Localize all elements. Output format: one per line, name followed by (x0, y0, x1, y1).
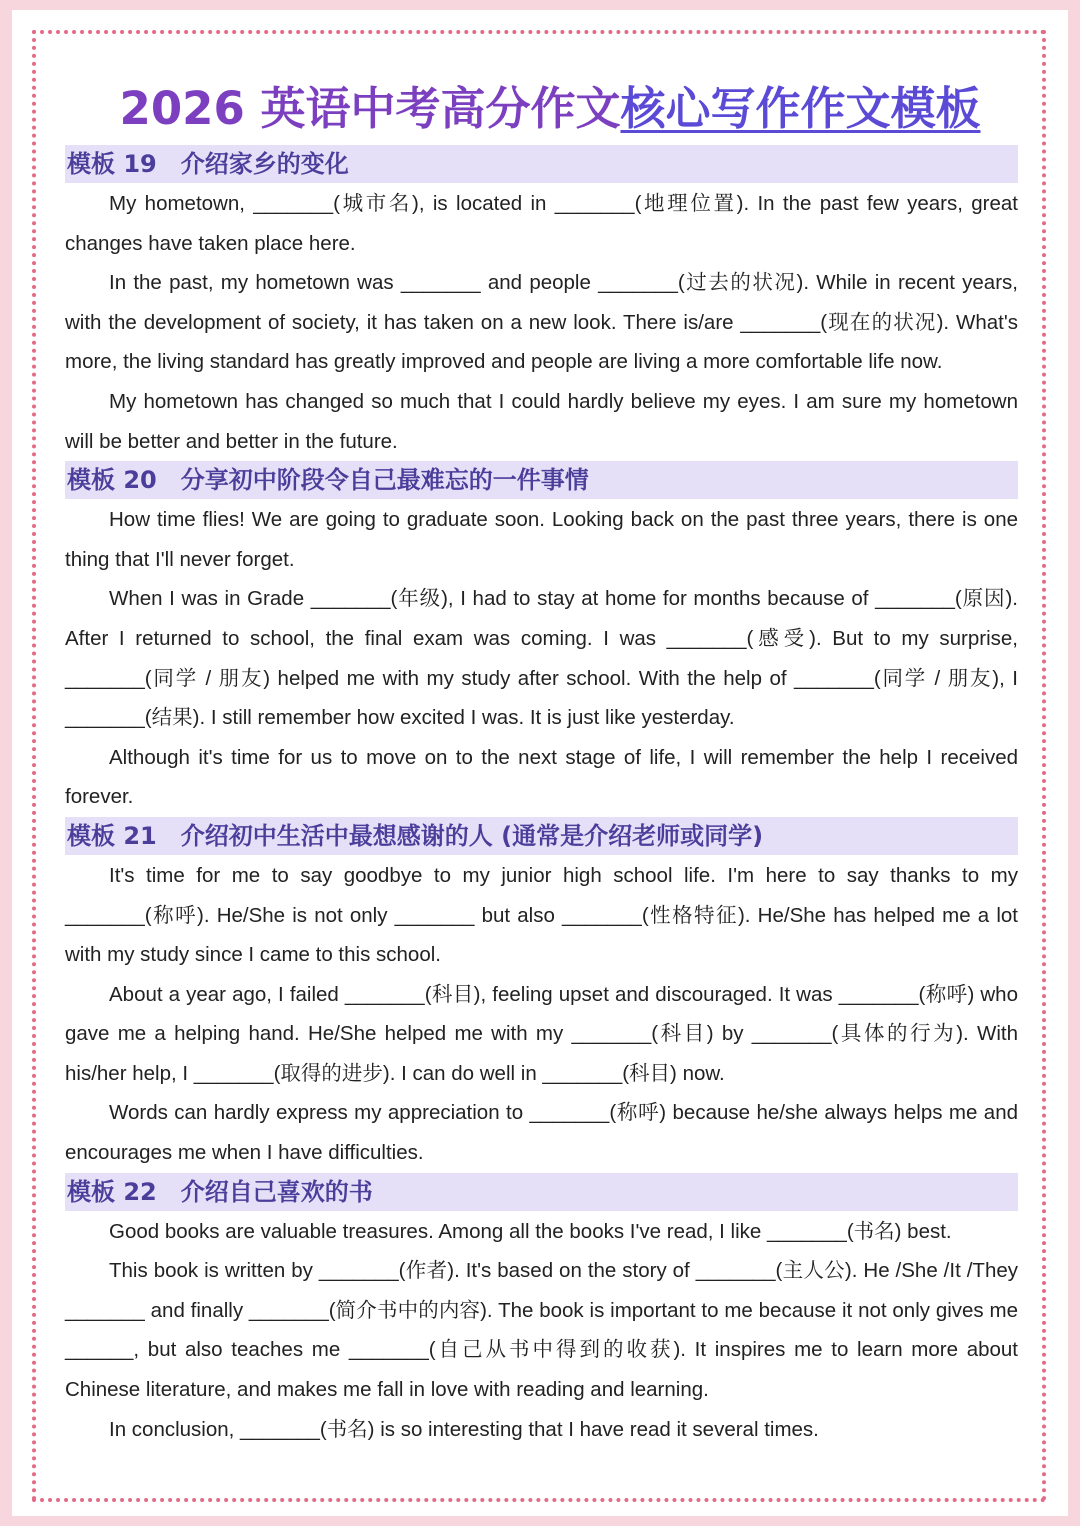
template-section-19 (65, 145, 1018, 461)
template-section-20 (65, 461, 1018, 817)
content (65, 145, 1018, 1449)
page (12, 10, 1068, 1516)
title-part-1: 2026 英语中考高分作文 (119, 82, 621, 135)
paragraph: My hometown, _______(城市名), is located in _______(地理位置). In the past few years, great changes have taken place here. (65, 192, 1018, 255)
paragraph: How time flies! We are going to graduate soon. Looking back on the past three years, there is one thing that I'll never forget. (65, 508, 1018, 571)
paragraph: Although it's time for us to move on to the next stage of life, I will remember the help I received forever. (65, 745, 1018, 809)
paragraph: This book is written by _______(作者). It's based on the story of _______(主人公). He /She /It /They _______ and finally _______(简介书中的内容). The book is important to me because it not only gives me ______, but also teaches me _______(自己从书中得到的收获). It inspires me to learn more about Chinese literature, and makes me fall in love with reading and learning. (65, 1259, 1018, 1402)
section-heading: 模板 22 介绍自己喜欢的书 (65, 1173, 1018, 1211)
page-title (32, 72, 1068, 137)
section-heading: 模板 21 介绍初中生活中最想感谢的人 (通常是介绍老师或同学) (65, 817, 1018, 855)
paragraph: It's time for me to say goodbye to my junior high school life. I'm here to say thanks to my _______(称呼). He/She is not only _______ but also _______(性格特征). He/She has helped me a lot with my study since I came to this school. (65, 863, 1018, 967)
paragraph: My hometown has changed so much that I could hardly believe my eyes. I am sure my hometown will be better and better in the future. (65, 389, 1018, 453)
title-part-2: 核心写作作文模板 (620, 82, 981, 135)
paragraph: Good books are valuable treasures. Among all the books I've read, I like _______(书名) best. (109, 1219, 952, 1243)
section-heading: 模板 19 介绍家乡的变化 (65, 145, 1018, 183)
paragraph: In the past, my hometown was _______ and people _______(过去的状况). While in recent years, with the development of society, it has taken on a new look. There is/are _______(现在的状况). What's more, the living standard has greatly improved and people are living a more comfortable life now. (65, 271, 1018, 374)
paragraph: When I was in Grade _______(年级), I had to stay at home for months because of _______(原因). After I returned to school, the final exam was coming. I was _______(感受). But to my surprise, _______(同学 / 朋友) helped me with my study after school. With the help of _______(同学 / 朋友), I _______(结果). I still remember how excited I was. It is just like yesterday. (65, 587, 1018, 730)
section-heading: 模板 20 分享初中阶段令自己最难忘的一件事情 (65, 461, 1018, 499)
paragraph: About a year ago, I failed _______(科目), feeling upset and discouraged. It was _______(称呼) who gave me a helping hand. He/She helped me with my _______(科目) by _______(具体的行为). With his/her help, I _______(取得的进步). I can do well in _______(科目) now. (65, 982, 1018, 1085)
paragraph: In conclusion, _______(书名) is so interesting that I have read it several times. (109, 1417, 819, 1441)
paragraph: Words can hardly express my appreciation to _______(称呼) because he/she always helps me and encourages me when I have difficulties. (65, 1101, 1018, 1165)
template-section-22 (65, 1173, 1018, 1450)
template-section-21 (65, 817, 1018, 1173)
